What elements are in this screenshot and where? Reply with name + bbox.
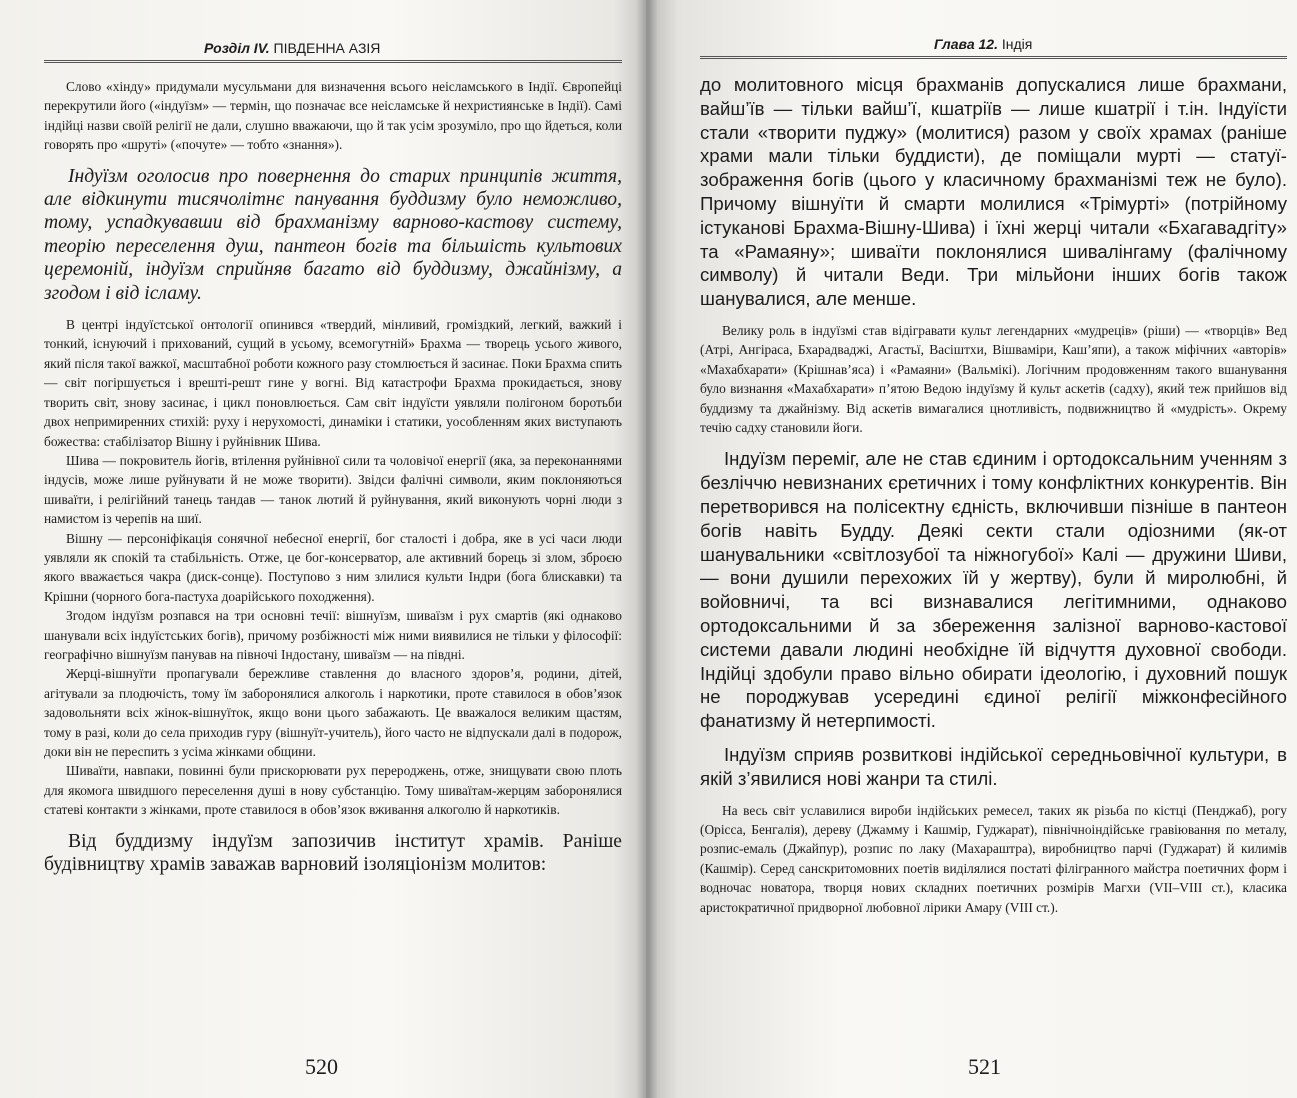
left-page <box>0 0 646 1098</box>
running-head-left <box>44 40 622 63</box>
paragraph-shaivites: Шиваїти, навпаки, повинні були прискорювати рух перероджень, отже, знищувати свою плоть для якомога швидшого переселення душі в нову субстанцію. Тому шиваїтам-жерцям заборонялися статеві контакти з жінками, проте ставилося в обов’язок вживання алкоголю й наркотиків. <box>44 763 622 818</box>
chapter-title: Індія <box>1001 36 1033 52</box>
chapter-label: Глава 12. <box>934 36 998 52</box>
book-gutter <box>636 0 658 1098</box>
paragraph-hinduism-won: Індуїзм переміг, але не став єдиним і ортодоксальним ученням з безліччю невизнаних єретичних і тому конфліктних конкурентів. Він перетворився на полісектну єдність, включивши пізніше в пантеон богів навіть Будду. Деякі секти стали одіозними (як-от шанувальники «світлозубої та ніжногубої» Калі — дружини Шиви, — вони душили перехожих їй у жертву), були й миролюбні, й войовничі, та всі визнавалися легітимними, однаково ортодоксальними й за збереження залізної варново-кастової системи давали людині необхідне їй відчуття духовної свободи. Індійці здобули право вільно обирати ідеологію, і духовний пошук не породжував усередині єдиної релігії міжконфесійного фанатизму й нетерпимості. <box>700 448 1287 732</box>
right-page <box>646 0 1297 1098</box>
paragraph-shiva: Шива — покровитель йогів, втілення руйнівної сили та чоловічої енергії (яка, за переконаннями індусів, може лише руйнувати й не може творити). Звідси фалічні символи, яким поклоняються шиваїти, і релігійний танець тандав — танок лютий й руйнування, який виконують чорні люди з намистом із черепів на шиї. <box>44 452 622 527</box>
page-number-right: 521 <box>968 1054 1001 1079</box>
section-label: Розділ IV. <box>204 40 270 56</box>
paragraph-prayer-places: до молитовного місця брахманів допускалися лише брахмани, вайш’їв — тільки вайш’ї, кшатріїв — лише кшатрії і т.ін. Індуїсти стали «творити пуджу» (молитися) разом у своїх храмах (раніше храми мали тільки буддисти), де поміщали мурті — статуї-зображення богів (цього у класичному брахманізмі теж не було). Причому вішнуїти й смарти молилися «Трімурті» (потрійному істуканові Брахма-Вішну-Шива) і їхні жерці читали «Бхагавадгіту» та «Рамаяну»; шиваїти поклонялися шивалінгаму (фалічному символу) й читали Веди. Три мільйони інших богів також шанувалися, але менше. <box>700 74 1287 310</box>
paragraph-brahma: В центрі індуїстської онтології опинився «твердий, мінливий, громіздкий, легкий, важкий і тонкий, існуючий і прихований, сущий в усьому, всемогутній» Брахма — творець усього живого, який після такої важкої, масштабної роботи кожного разу стомлюється й засинає. Поки Брахма спить — світ погіршується і врешті-решт гине у вогні. Від катастрофи Брахма прокидається, знову творить світ, знову засинає, і цикл поновлюється. Сам світ індуїсти уявляли полігоном боротьби двох непримиренних стихій: руху і нерухомості, динаміки і статики, уособленням яких виступають божества: стабілізатор Вішну і руйнівник Шива. <box>44 317 622 449</box>
paragraph-temples: Від буддизму індуїзм запозичив інститут храмів. Раніше будівництву храмів заважав варновий ізоляціонізм молитов: <box>44 830 622 876</box>
paragraph-hindu-term: Слово «хінду» придумали мусульмани для визначення всього неісламського в Індії. Європейці перекрутили його («індуїзм» — термін, що позначає все неісламське й нехристиянське в Індії). Самі індійці назви своїй релігії не дали, слушно вважаючи, що й так усім зрозуміло, про що йдеться, коли говорять про «шруті» («почуте» — тобто «знання»). <box>44 79 622 153</box>
section-title: ПІВДЕННА АЗІЯ <box>273 40 381 56</box>
paragraph-culture: Індуїзм сприяв розвиткові індійської середньовічної культури, в якій з’явилися нові жанри та стилі. <box>700 743 1287 789</box>
paragraph-three-currents: Згодом індуїзм розпався на три основні течії: вішнуїзм, шиваїзм і рух смартів (які однаково шанували всіх індуїстських богів), причому розбіжності між ними виявилися не тільки у філософії: географічно вішнуїзм панував на півночі Індостану, шиваїзм — на півдні. <box>44 608 622 662</box>
paragraph-hinduism-principles: Індуїзм оголосив про повернення до старих принципів життя, але відкинути тисячолітнє панування буддизму було неможливо, тому, успадкувавши від брахманізму варново-кастову систему, теорію переселення душ, пантеон богів та більшість культових церемоній, індуїзм сприйняв багато від буддизму, джайнізму, а згодом і від ісламу. <box>44 165 622 304</box>
running-head-right <box>700 36 1287 59</box>
paragraph-vishnu: Вішну — персоніфікація сонячної небесної енергії, бог сталості і добра, яке в усі часи люди уявляли як спокій та стабільність. Отже, це бог-консерватор, але активний борець зі злом, зброєю якого вважається чакра (диск-сонце). Поступово з ним злилися культи Індри (бога блискавки) та Крішни (чорного бога-пастуха доарійського походження). <box>44 530 622 604</box>
paragraph-crafts: На весь світ уславилися вироби індійських ремесел, таких як різьба по кістці (Пенджаб), рогу (Орісса, Бенгалія), дереву (Джамму і Кашмір, Гуджарат), північноіндійське гравіювання по металу, розпис-емаль (Джайпур), розпис по лаку (Махараштра), виробництво парчі (Гуджарат) й килимів (Кашмір). Серед санскритомовних поетів виділялися постаті філігранного майстра поетичних форм і водночас новатора, творця нових складних поетичних розмірів Магхи (VII–VIII ст.), класика аристократичної придворної любовної лірики Амару (VIII ст.). <box>700 802 1287 915</box>
page-number-left: 520 <box>305 1054 338 1079</box>
paragraph-vishnuite-priests: Жерці-вішнуїти пропагували бережливе ставлення до власного здоров’я, родини, дітей, агітували за плодючість, тому їм заборонялися алкоголь і наркотики, проте ставилося в обов’язок задовольняти всіх жінок-вішнуїток, якщо вони цього забажають. Це вважалося великим щастям, тому в разі, коли до села приходив гуру (вішнуїт-учитель), його часто не відпускали далі в подорож, доки він не переспить з усіма жінками общини. <box>44 666 622 759</box>
paragraph-sages: Велику роль в індуїзмі став відігравати культ легендарних «мудреців» (ріши) — «творців» Вед (Атрі, Ангіраса, Бхарадваджі, Агастьї, Васіштхи, Вішваміри, Кашʼяпи), а також міфічних «авторів» «Махабхарати» (Крішнав’яса) і «Рамаяни» (Вальмікі). Логічним продовженням такого вшанування було визнання «Махабхарати» п’ятою Ведою індуїзму й культ аскетів (садху), який теж прийшов від буддизму та джайнізму. Від аскетів вимагалися цнотливість, подвижництво й «мудрість». Окрему течію садху становили йоги. <box>700 322 1287 435</box>
